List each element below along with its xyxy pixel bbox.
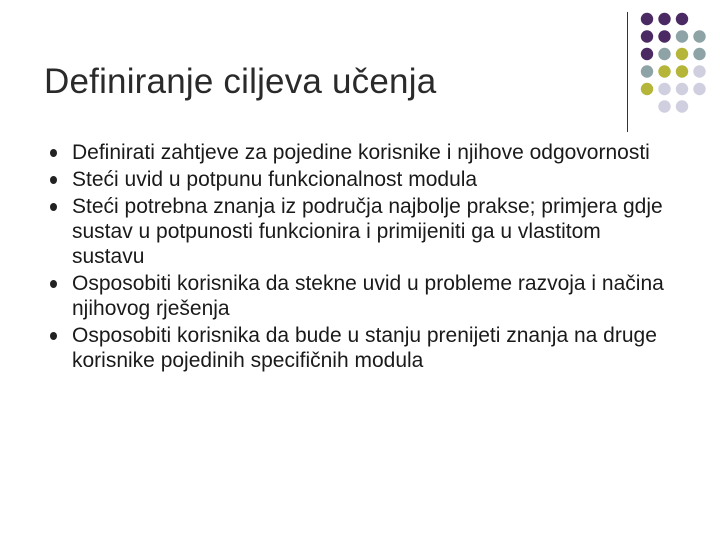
list-item-text: Osposobiti korisnika da bude u stanju prenijeti znanja na druge korisnike pojedinih specifičnih modula [72,324,657,372]
list-item-text: Steći potrebna znanja iz područja najbolje prakse; primjera gdje sustav u potpunosti funkcionira i primijeniti ga u vlastitom sustavu [72,195,663,268]
decorative-dot [693,30,705,42]
bullet-icon [50,332,57,340]
list-item [46,271,666,321]
decorative-dot [658,100,670,112]
decorative-dot [676,48,688,60]
decorative-dot [693,48,705,60]
decorative-dot [658,30,670,42]
bullet-list [46,140,666,373]
list-item [46,167,666,192]
decorative-dot [658,13,670,25]
bullet-icon [50,176,57,184]
list-item [46,323,666,373]
decorative-dot [676,13,688,25]
decorative-dot [658,48,670,60]
title-divider-line [627,12,628,132]
slide-title: Definiranje ciljeva učenja [44,62,437,101]
decorative-dot [658,83,670,95]
decorative-dot [641,83,653,95]
list-item [46,194,666,269]
decorative-dot [641,48,653,60]
decorative-dot [641,30,653,42]
decorative-dot [676,30,688,42]
list-item-text: Steći uvid u potpunu funkcionalnost modula [72,168,478,191]
bullet-icon [50,149,57,157]
decorative-dot [676,65,688,77]
bullet-icon [50,280,57,288]
decorative-dot [676,100,688,112]
decorative-dot [641,13,653,25]
decorative-dot-grid [640,12,720,122]
decorative-dot [676,83,688,95]
list-item-text: Definirati zahtjeve za pojedine korisnike i njihove odgovornosti [72,141,650,164]
decorative-dot [693,65,705,77]
decorative-dot [658,65,670,77]
list-item-text: Osposobiti korisnika da stekne uvid u probleme razvoja i načina njihovog rješenja [72,272,664,320]
decorative-dot [693,83,705,95]
list-item [46,140,666,165]
content-area [46,140,666,375]
decorative-dot [641,65,653,77]
bullet-icon [50,203,57,211]
